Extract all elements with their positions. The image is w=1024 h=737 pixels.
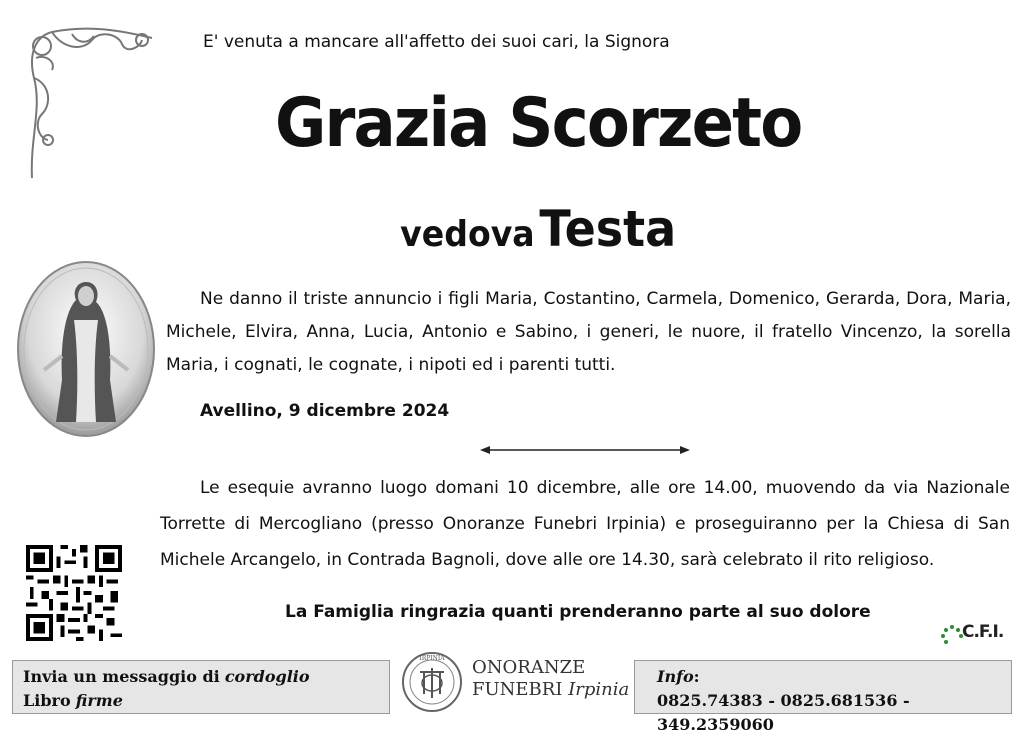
info-phones[interactable]: 0825.74383 - 0825.681536 - 349.2359060 (657, 691, 910, 734)
announcement-text: Ne danno il triste annuncio i figli Maria, Costantino, Carmela, Domenico, Gerarda, Dora, Maria, Michele, Elvira, Anna, Lucia, Antonio e Sabino, i generi, le nuore, il fratello Vincenzo, la sorella Maria, i cognati, le cognate, i nipoti ed i parenti tutti. (166, 289, 1011, 375)
funeral-home-logo-icon (400, 648, 464, 714)
funeral-text: Le esequie avranno luogo domani 10 dicembre, alle ore 14.00, muovendo da via Nazionale Torrette di Mercogliano (presso Onoranze Funebri Irpinia) e proseguiranno per la Chiesa di San Michele Arcangelo, in Contrada Bagnoli, dove alle ore 14.30, sarà celebrato il rito religioso. (160, 478, 1010, 570)
married-surname: Testa (539, 200, 677, 258)
brand-line1: ONORANZE (472, 657, 586, 678)
guestbook-line[interactable]: Libro firme (23, 691, 123, 710)
place-date: Avellino, 9 dicembre 2024 (200, 401, 450, 421)
announcement-paragraph (166, 283, 1011, 382)
condolence-line[interactable]: Invia un messaggio di cordoglio (23, 667, 310, 686)
intro-text: E' venuta a mancare all'affetto dei suoi cari, la Signora (203, 32, 670, 52)
family-thanks: La Famiglia ringrazia quanti prenderanno parte al suo dolore (285, 602, 871, 622)
deceased-name: Grazia Scorzeto (275, 84, 802, 163)
info-label: Info: (657, 667, 700, 686)
qr-code-icon[interactable] (26, 545, 122, 641)
brand-line2: FUNEBRI Irpinia (472, 679, 630, 700)
info-box (634, 660, 1012, 734)
funeral-home-brand (472, 657, 629, 701)
cfi-label: C.F.I. (962, 622, 1004, 642)
condolence-box[interactable] (12, 660, 390, 714)
funeral-paragraph (160, 470, 1010, 578)
deceased-subtitle (0, 200, 1024, 258)
widow-prefix: vedova (400, 214, 535, 255)
double-arrow-divider (480, 444, 690, 456)
logo-text: IRPINIA (419, 655, 445, 662)
madonna-image (16, 260, 156, 438)
cfi-logo-icon (940, 620, 1012, 650)
